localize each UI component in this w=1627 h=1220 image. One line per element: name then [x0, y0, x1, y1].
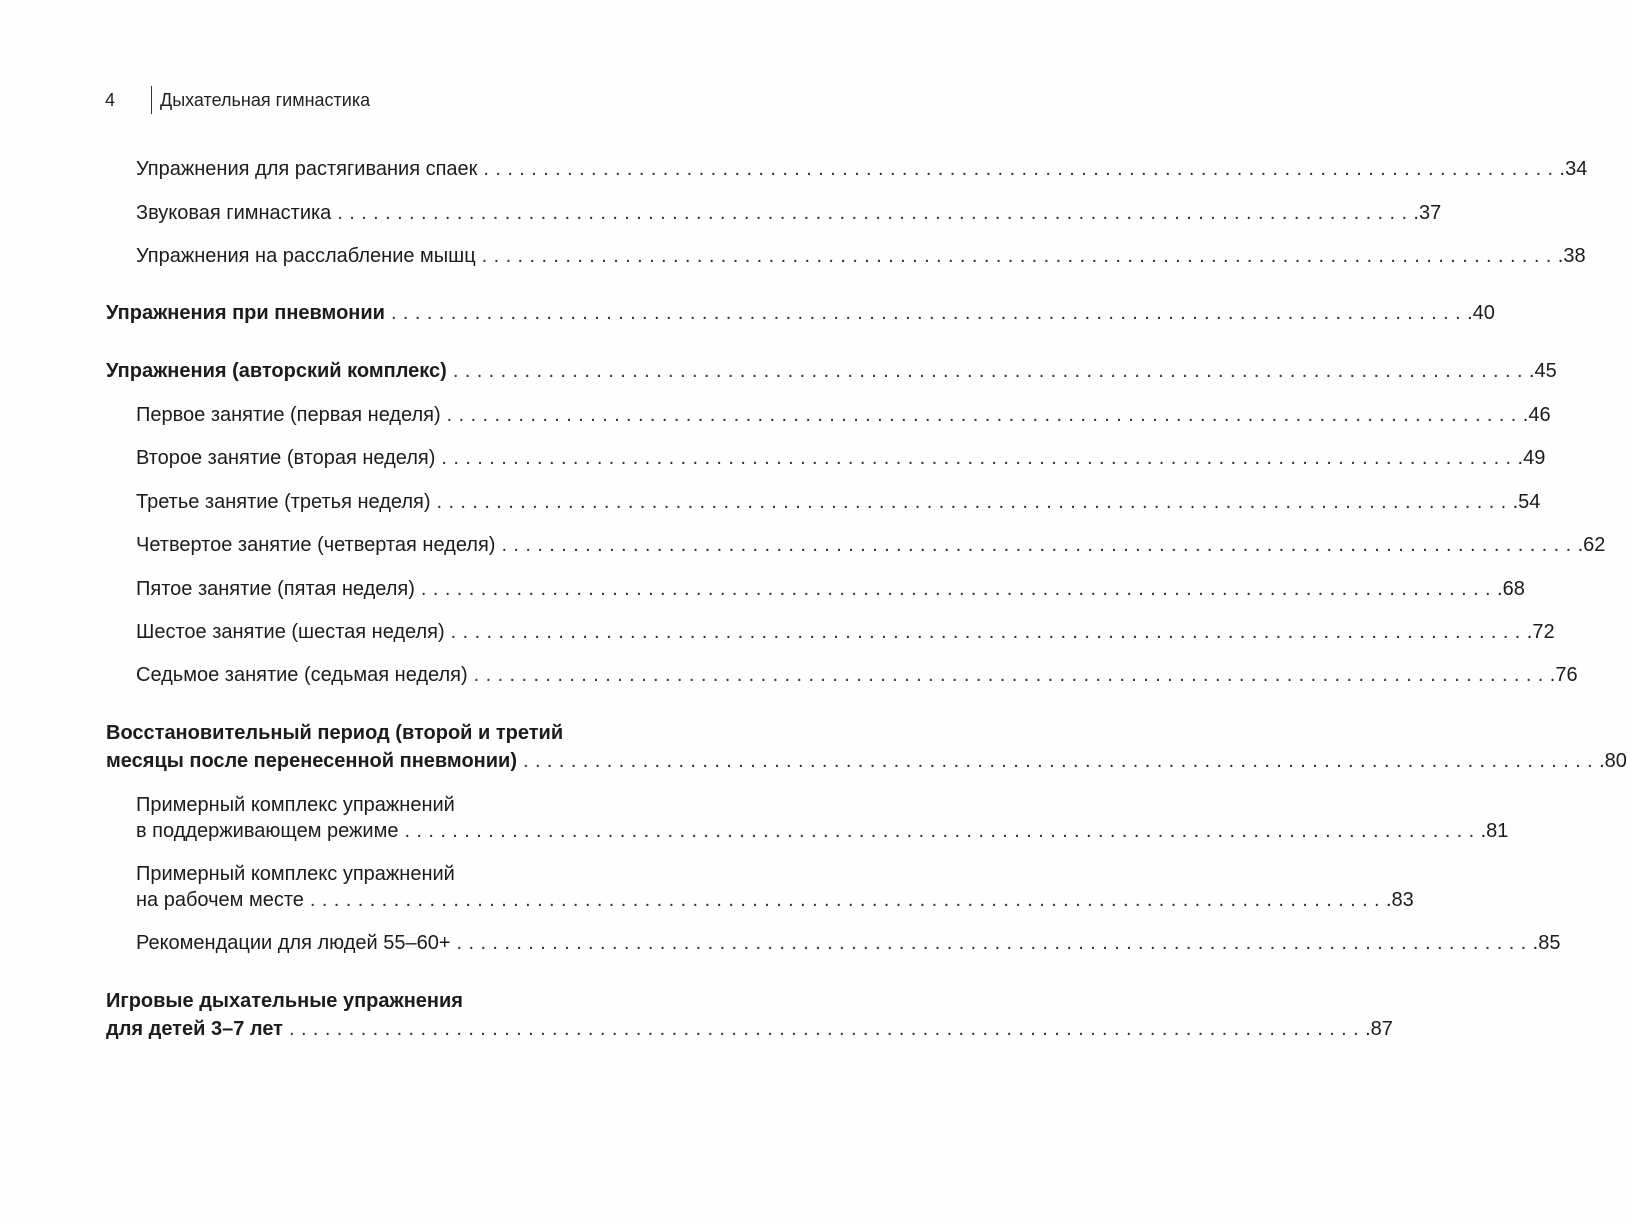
toc-entry-title: на рабочем месте — [136, 889, 304, 911]
dot-leader: .......................................................................................... — [483, 158, 1560, 180]
toc-chapter-title: месяцы после перенесенной пневмонии) — [106, 750, 518, 772]
dot-leader: .......................................................................................... — [446, 404, 1523, 426]
toc-entry-page: .80 — [1599, 750, 1627, 772]
toc-entry-page: .83 — [1386, 889, 1414, 911]
toc-entry-page: .49 — [1517, 447, 1546, 469]
toc-entry-title: Седьмое занятие (седьмая неделя) — [136, 664, 468, 686]
toc-entry-page: .81 — [1480, 820, 1509, 842]
dot-leader: .......................................................................................... — [452, 360, 1529, 382]
dot-leader: .......................................................................................... — [523, 750, 1600, 772]
running-header — [105, 86, 370, 114]
toc-entry-page: .37 — [1413, 202, 1442, 224]
toc-entry-page: .38 — [1557, 245, 1586, 267]
dot-leader: .......................................................................................... — [288, 1018, 1366, 1040]
dot-leader: .......................................................................................... — [456, 932, 1533, 954]
dot-leader: .......................................................................................... — [420, 578, 1498, 600]
toc-entry-page: .34 — [1559, 158, 1588, 180]
toc-entry-title-line1: Примерный комплекс упражнений — [136, 794, 455, 816]
toc-entry-title: Третье занятие (третья неделя) — [136, 491, 431, 513]
toc-entry-page: .45 — [1528, 360, 1557, 382]
dot-leader: .......................................................................................... — [441, 447, 1518, 469]
dot-leader: .......................................................................................... — [501, 534, 1578, 556]
toc-entry-page: .62 — [1577, 534, 1606, 556]
toc-entry-title: Пятое занятие (пятая неделя) — [136, 578, 415, 600]
toc-entry-title: в поддерживающем режиме — [136, 820, 399, 842]
toc-entry-page: .76 — [1549, 664, 1578, 686]
toc-entry-title: Первое занятие (первая неделя) — [136, 404, 441, 426]
running-title: Дыхательная гимнастика — [160, 89, 371, 110]
toc-entry-page: .87 — [1365, 1018, 1393, 1040]
toc-entry-page: .85 — [1532, 932, 1561, 954]
dot-leader: .......................................................................................... — [450, 621, 1527, 643]
toc-entry-title-line1: Примерный комплекс упражнений — [136, 863, 455, 885]
dot-leader: .......................................................................................... — [337, 202, 1414, 224]
toc-entry-page: .68 — [1497, 578, 1525, 600]
toc-chapter-title: Упражнения (авторский комплекс) — [106, 360, 447, 382]
toc-entry-title: Звуковая гимнастика — [136, 202, 332, 224]
toc-entry-page: .40 — [1467, 302, 1495, 324]
toc-entry-page: .72 — [1526, 621, 1555, 643]
toc-entry-title: Рекомендации для людей 55–60+ — [136, 932, 451, 954]
header-divider — [151, 86, 152, 114]
toc-chapter-title-line1: Восстановительный период (второй и третий — [106, 722, 564, 744]
dot-leader: .......................................................................................... — [404, 820, 1481, 842]
toc-entry-title: Упражнения на расслабление мышц — [136, 245, 476, 267]
toc-chapter-title: для детей 3–7 лет — [106, 1018, 283, 1040]
toc-entry-title: Второе занятие (вторая неделя) — [136, 447, 436, 469]
dot-leader: .......................................................................................... — [473, 664, 1550, 686]
dot-leader: .......................................................................................... — [390, 302, 1468, 324]
toc-chapter-title-line1: Игровые дыхательные упражнения — [106, 990, 463, 1012]
dot-leader: .......................................................................................... — [436, 491, 1513, 513]
toc-entry-title: Четвертое занятие (четвертая неделя) — [136, 534, 496, 556]
dot-leader: .......................................................................................... — [309, 889, 1386, 911]
toc-entry-title: Упражнения для растягивания спаек — [136, 158, 478, 180]
dot-leader: .......................................................................................... — [481, 245, 1558, 267]
toc-entry-title: Шестое занятие (шестая неделя) — [136, 621, 445, 643]
toc-entry-page: .46 — [1522, 404, 1551, 426]
page-number: 4 — [105, 89, 116, 110]
toc-chapter-title: Упражнения при пневмонии — [106, 302, 385, 324]
toc-entry-page: .54 — [1512, 491, 1541, 513]
